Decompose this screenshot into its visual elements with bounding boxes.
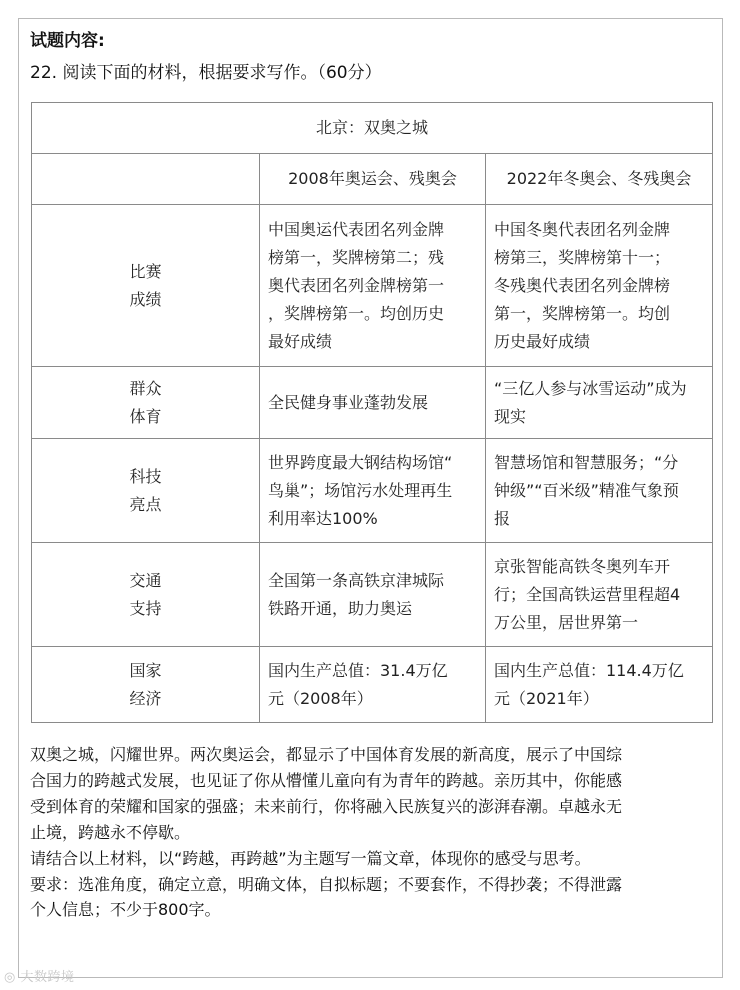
cell-line: 元（2021年） [494, 688, 599, 708]
row-header-transport [32, 543, 260, 647]
cell-line: 京张智能高铁冬奥列车开 [494, 556, 671, 576]
row-header-line: 群众 [129, 378, 162, 398]
question-prompt: 22. 阅读下面的材料，根据要求写作。（60分） [30, 63, 382, 83]
cell-line: 第一，奖牌榜第一。均创 [494, 303, 671, 323]
row-header-line: 亮点 [129, 494, 162, 514]
cell-line: 万公里，居世界第一 [494, 612, 639, 632]
col-header-2022: 2022年冬奥会、冬残奥会 [486, 154, 713, 205]
cell-2008-technology [260, 439, 486, 543]
row-header-line: 科技 [129, 466, 162, 486]
row-header-line: 体育 [129, 406, 162, 426]
paragraph-line: 止境，跨越永不停歇。 [30, 822, 191, 842]
cell-line: 现实 [494, 406, 527, 426]
cell-line: 最好成绩 [268, 331, 333, 351]
row-header-line: 交通 [129, 570, 162, 590]
row-header-line: 成绩 [129, 289, 162, 309]
cell-line: 国内生产总值：114.4万亿 [494, 660, 684, 680]
material-table [31, 102, 713, 723]
row-header-results [32, 205, 260, 367]
cell-line: 冬残奥代表团名列金牌榜 [494, 275, 671, 295]
table-row [32, 205, 713, 367]
task-paragraph [30, 846, 712, 872]
cell-line: 鸟巢”；场馆污水处理再生 [268, 480, 453, 500]
section-heading: 试题内容: [30, 31, 105, 51]
table-row [32, 647, 713, 723]
corner-cell [32, 154, 260, 205]
cell-line: 元（2008年） [268, 688, 373, 708]
table-row [32, 543, 713, 647]
cell-2022-economy [486, 647, 713, 723]
paragraph-line: 个人信息；不少于800字。 [30, 900, 221, 920]
row-header-economy [32, 647, 260, 723]
cell-line: 榜第三，奖牌榜第十一； [494, 247, 671, 267]
watermark [4, 966, 75, 985]
paragraph-line: 请结合以上材料，以“跨越，再跨越”为主题写一篇文章，体现你的感受与思考。 [30, 848, 591, 868]
cell-line: 历史最好成绩 [494, 331, 591, 351]
cell-line: 行；全国高铁运营里程超4 [494, 584, 681, 604]
row-header-mass-sports [32, 367, 260, 439]
cell-line: 国内生产总值：31.4万亿 [268, 660, 448, 680]
paragraph-line: 受到体育的荣耀和国家的强盛；未来前行，你将融入民族复兴的澎湃春潮。卓越永无 [30, 796, 623, 816]
cell-2022-technology [486, 439, 713, 543]
row-header-line: 比赛 [129, 261, 162, 281]
cell-line: 奥代表团名列金牌榜第一 [268, 275, 445, 295]
table-row [32, 367, 713, 439]
row-header-technology [32, 439, 260, 543]
cell-line: 中国冬奥代表团名列金牌 [494, 219, 671, 239]
cell-2008-economy [260, 647, 486, 723]
requirements-paragraph [30, 872, 712, 924]
cell-2008-transport [260, 543, 486, 647]
paragraph-line: 双奥之城，闪耀世界。两次奥运会，都显示了中国体育发展的新高度，展示了中国综 [30, 745, 623, 764]
paragraph-line: 要求：选准角度，确定立意，明确文体，自拟标题；不要套作，不得抄袭；不得泄露 [30, 874, 623, 894]
cell-line: ，奖牌榜第一。均创历史 [268, 303, 445, 323]
row-header-line: 支持 [129, 598, 162, 618]
paragraph-line: 合国力的跨越式发展，也见证了你从懵懂儿童向有为青年的跨越。亲历其中，你能感 [30, 770, 623, 790]
cell-2022-results [486, 205, 713, 367]
cell-line: 钟级”“百米级”精准气象预 [494, 480, 679, 500]
watermark-logo-icon: ◎ [4, 970, 16, 985]
cell-line: 报 [494, 508, 511, 528]
cell-2008-results [260, 205, 486, 367]
row-header-line: 经济 [129, 688, 162, 708]
instructions-text [30, 742, 712, 923]
cell-line: 全国第一条高铁京津城际 [268, 570, 445, 590]
material-paragraph [30, 742, 712, 846]
col-header-2008: 2008年奥运会、残奥会 [260, 154, 486, 205]
cell-line: 榜第一，奖牌榜第二；残 [268, 247, 445, 267]
cell-line: 全民健身事业蓬勃发展 [268, 392, 429, 412]
watermark-text: 大数跨境 [20, 970, 75, 985]
cell-line: 智慧场馆和智慧服务；“分 [494, 452, 679, 472]
cell-line: 利用率达100% [268, 508, 378, 528]
cell-2022-mass-sports [486, 367, 713, 439]
cell-line: 铁路开通，助力奥运 [268, 598, 413, 618]
row-header-line: 国家 [129, 660, 162, 680]
cell-line: “三亿人参与冰雪运动”成为 [494, 378, 687, 398]
cell-line: 中国奥运代表团名列金牌 [268, 219, 445, 239]
cell-2008-mass-sports [260, 367, 486, 439]
table-row [32, 439, 713, 543]
cell-2022-transport [486, 543, 713, 647]
table-title: 北京：双奥之城 [32, 103, 713, 154]
cell-line: 世界跨度最大钢结构场馆“ [268, 452, 453, 472]
